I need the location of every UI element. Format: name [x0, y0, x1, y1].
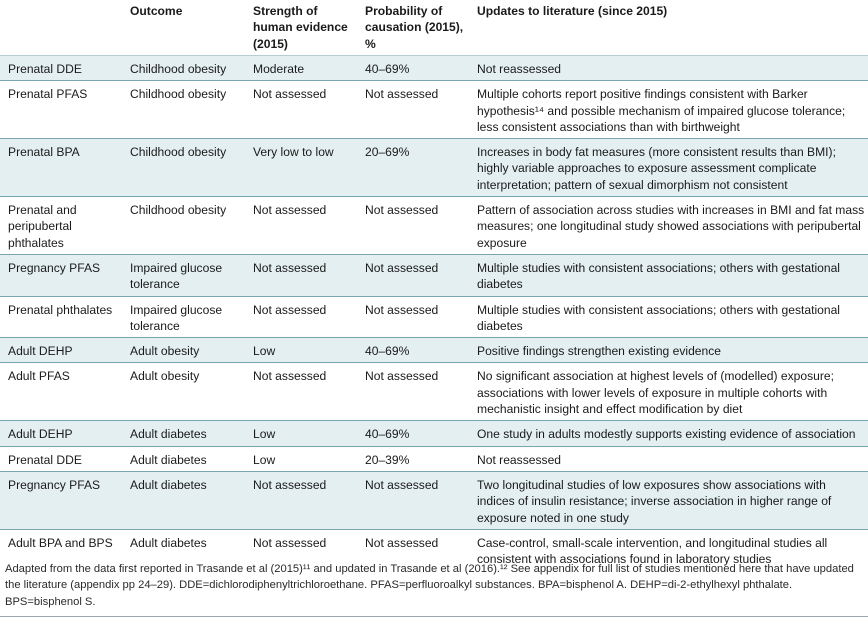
table-row — [0, 296, 868, 338]
bottom-rule — [0, 616, 868, 617]
cell-outcome: Adult diabetes — [122, 421, 245, 446]
cell-exposure: Prenatal DDE — [0, 56, 122, 81]
cell-probability: 20–69% — [357, 139, 469, 197]
cell-probability: 20–39% — [357, 446, 469, 471]
table-row — [0, 139, 868, 197]
header-updates: Updates to literature (since 2015) — [477, 4, 668, 18]
cell-exposure: Prenatal DDE — [0, 446, 122, 471]
cell-exposure: Prenatal BPA — [0, 139, 122, 197]
table-row — [0, 421, 868, 446]
cell-exposure: Prenatal phthalates — [0, 296, 122, 338]
cell-updates: Increases in body fat measures (more consistent results than BMI); highly variable approaches to exposure assessment complicate interpretation; pattern of sexual dimorphism not consistent — [469, 139, 868, 197]
cell-updates: Multiple studies with consistent associations; others with gestational diabetes — [469, 296, 868, 338]
table-row — [0, 197, 868, 255]
cell-updates: Multiple cohorts report positive findings consistent with Barker hypothesis¹⁴ and possible mechanism of impaired glucose tolerance; less consistent associations than with birthweight — [469, 81, 868, 139]
cell-outcome: Impaired glucose tolerance — [122, 254, 245, 296]
table-footnote: Adapted from the data first reported in Trasande et al (2015)¹¹ and updated in Trasande et al (2016).¹² See appendix for full list of studies mentioned here that have updated the literature (appendix pp 24–29). DDE=dichlorodiphenyltrichloroethane. PFAS=perfluoroalkyl substances. BPA=bisphenol A. DEHP=di-2-ethylhexyl phthalate. BPS=bisphenol S. — [5, 563, 854, 608]
cell-exposure: Adult BPA and BPS — [0, 529, 122, 570]
cell-outcome: Impaired glucose tolerance — [122, 296, 245, 338]
cell-exposure: Pregnancy PFAS — [0, 254, 122, 296]
cell-probability: Not assessed — [357, 81, 469, 139]
cell-strength: Not assessed — [245, 81, 357, 139]
header-outcome: Outcome — [130, 4, 183, 18]
table-header — [0, 0, 868, 56]
cell-outcome: Childhood obesity — [122, 197, 245, 255]
table-row — [0, 254, 868, 296]
cell-strength: Low — [245, 446, 357, 471]
cell-outcome: Adult diabetes — [122, 529, 245, 570]
table-row — [0, 471, 868, 529]
cell-strength: Low — [245, 421, 357, 446]
cell-updates: Positive findings strengthen existing evidence — [469, 338, 868, 363]
header-probability: Probability of causation (2015), % — [365, 4, 464, 51]
table-row — [0, 81, 868, 139]
cell-outcome: Adult diabetes — [122, 471, 245, 529]
cell-probability: 40–69% — [357, 421, 469, 446]
cell-updates: Two longitudinal studies of low exposures show associations with indices of insulin resistance; inverse association in higher range of exposure noted in one study — [469, 471, 868, 529]
table-row — [0, 363, 868, 421]
cell-exposure: Prenatal and peripubertal phthalates — [0, 197, 122, 255]
cell-updates: Pattern of association across studies with increases in BMI and fat mass measures; one longitudinal study showed associations with peripubertal exposure — [469, 197, 868, 255]
cell-strength: Very low to low — [245, 139, 357, 197]
cell-probability: Not assessed — [357, 529, 469, 570]
cell-updates: No significant association at highest levels of (modelled) exposure; associations with lower levels of exposure in multiple cohorts with mechanistic insight and effect modification by diet — [469, 363, 868, 421]
cell-strength: Moderate — [245, 56, 357, 81]
cell-strength: Not assessed — [245, 197, 357, 255]
cell-strength: Low — [245, 338, 357, 363]
cell-updates: Multiple studies with consistent associations; others with gestational diabetes — [469, 254, 868, 296]
cell-outcome: Adult obesity — [122, 338, 245, 363]
cell-exposure: Adult DEHP — [0, 421, 122, 446]
table-row — [0, 446, 868, 471]
cell-strength: Not assessed — [245, 471, 357, 529]
header-exposure — [0, 0, 122, 56]
cell-probability: Not assessed — [357, 197, 469, 255]
header-strength: Strength of human evidence (2015) — [253, 4, 348, 51]
cell-probability: Not assessed — [357, 296, 469, 338]
table-row — [0, 56, 868, 81]
cell-strength: Not assessed — [245, 254, 357, 296]
cell-probability: 40–69% — [357, 338, 469, 363]
cell-probability: Not assessed — [357, 471, 469, 529]
cell-exposure: Adult DEHP — [0, 338, 122, 363]
cell-updates: Not reassessed — [469, 56, 868, 81]
table-row — [0, 338, 868, 363]
cell-exposure: Adult PFAS — [0, 363, 122, 421]
cell-outcome: Adult diabetes — [122, 446, 245, 471]
cell-probability: Not assessed — [357, 363, 469, 421]
cell-strength: Not assessed — [245, 529, 357, 570]
cell-exposure: Pregnancy PFAS — [0, 471, 122, 529]
cell-updates: Not reassessed — [469, 446, 868, 471]
cell-exposure: Prenatal PFAS — [0, 81, 122, 139]
cell-outcome: Childhood obesity — [122, 139, 245, 197]
cell-outcome: Childhood obesity — [122, 81, 245, 139]
cell-updates: Case-control, small-scale intervention, and longitudinal studies all consistent with associations found in laboratory studies — [469, 529, 868, 570]
cell-probability: Not assessed — [357, 254, 469, 296]
cell-strength: Not assessed — [245, 296, 357, 338]
cell-updates: One study in adults modestly supports existing evidence of association — [469, 421, 868, 446]
cell-outcome: Childhood obesity — [122, 56, 245, 81]
cell-probability: 40–69% — [357, 56, 469, 81]
cell-outcome: Adult obesity — [122, 363, 245, 421]
cell-strength: Not assessed — [245, 363, 357, 421]
